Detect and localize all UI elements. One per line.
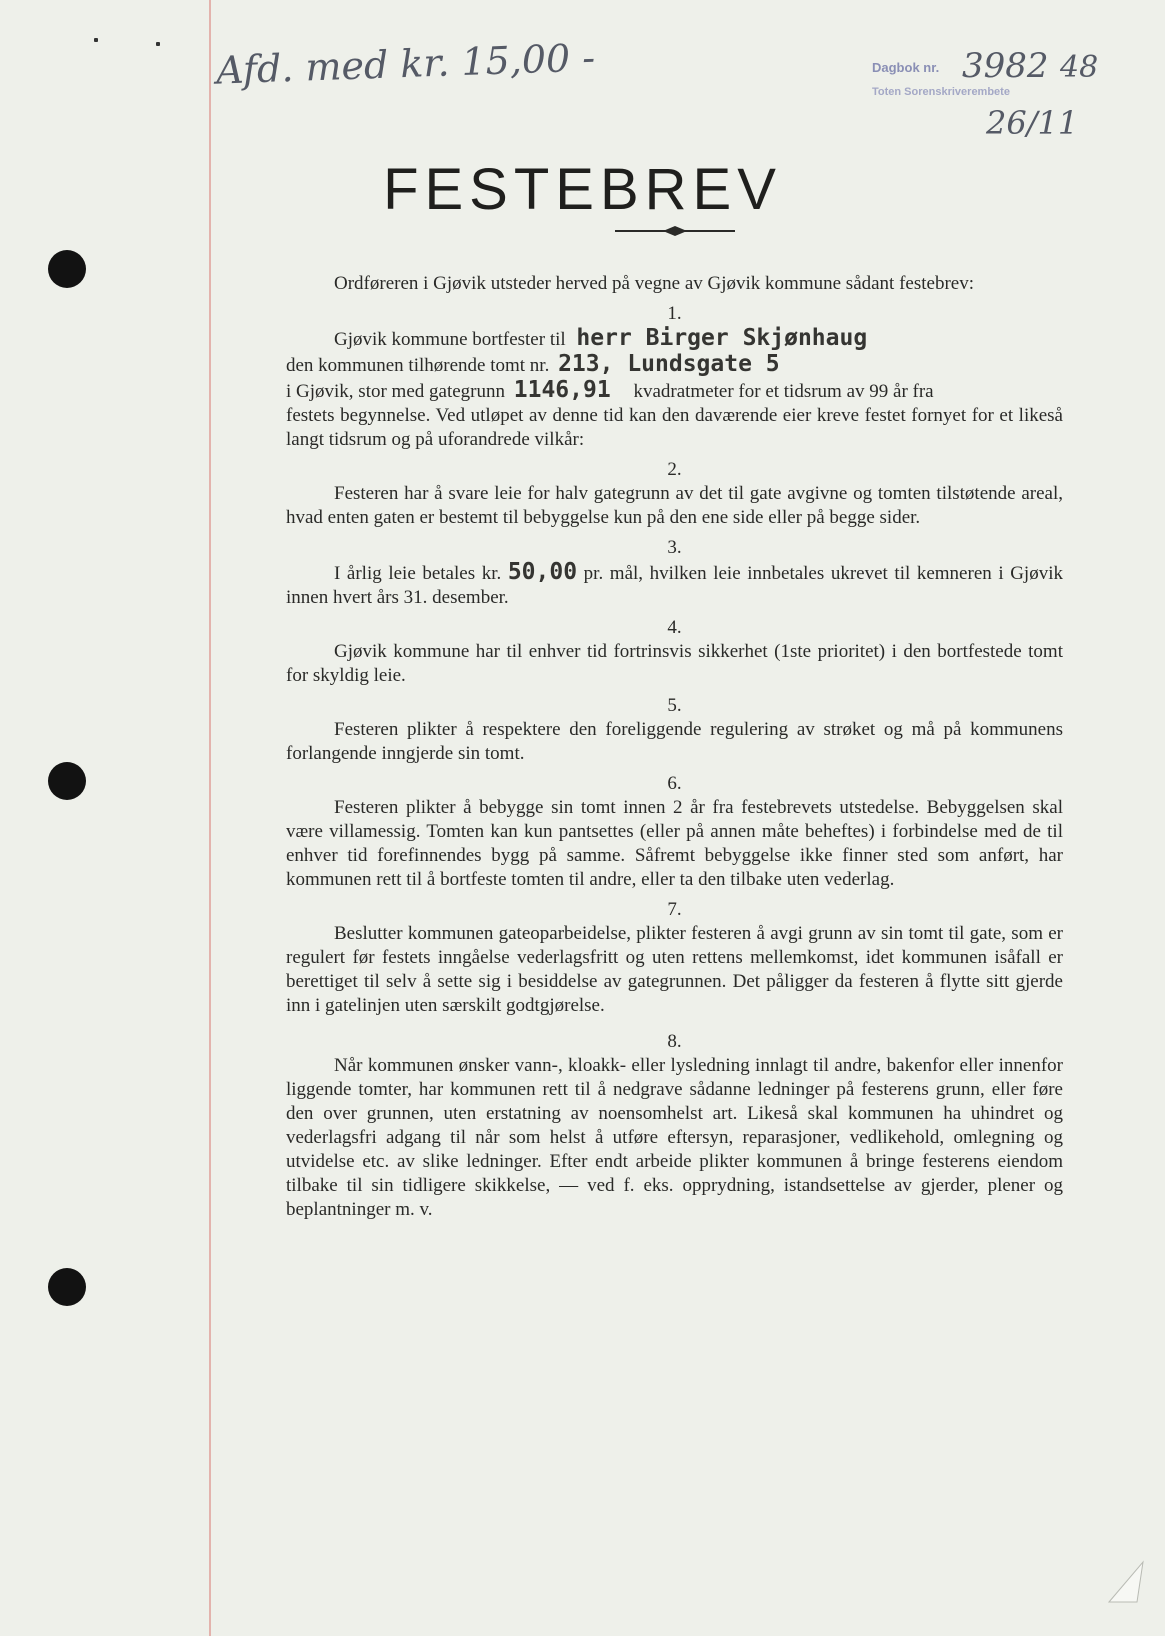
section-1-line-1 [286, 326, 1063, 352]
s3-text-a: I årlig leie betales kr. [334, 563, 502, 584]
section-3-text [286, 560, 1063, 610]
section-6-text: Festeren plikter å bebygge sin tomt innen 2 år fra festebrevets utstedelse. Bebyggelsen skal være villamessig. Tomten kan kun pantsettes (eller på annen måte beheftes) i forbindelse med de til enhver tid forefinnendes bygg på samme. Såfremt bebyggelse ikke finner sted som anført, har kommunen rett til å bortfeste tomten til andre, eller ta den tilbake uten vederlag. [286, 797, 1063, 890]
punch-hole-3 [48, 1268, 86, 1306]
section-number: 2. [667, 459, 682, 480]
s1-text-c: i Gjøvik, stor med gategrunn [286, 381, 505, 402]
stamp-date: 26/11 [986, 104, 1079, 142]
stamp-year: 48 [1060, 50, 1099, 85]
lot-number: 213, Lundsgate 5 [558, 351, 780, 377]
stamp-court-label: Toten Sorenskriverembete [872, 86, 1010, 98]
section-number: 6. [667, 773, 682, 794]
lot-area: 1146,91 [513, 377, 611, 403]
title-ornament [615, 224, 735, 238]
section-number: 7. [667, 899, 682, 920]
document-body [286, 272, 1063, 1222]
section-number: 4. [667, 617, 682, 638]
section-1-line-3 [286, 378, 1063, 404]
margin-line [209, 0, 211, 1636]
section-number: 3. [667, 537, 682, 558]
s1-text-rest: festets begynnelse. Ved utløpet av denne tid kan den daværende eier kreve festet fornyet for et likeså langt tidsrum og på uforandrede vilkår: [286, 405, 1063, 450]
section-4-text: Gjøvik kommune har til enhver tid fortrinsvis sikkerhet (1ste prioritet) i den bortfestede tomt for skyldig leie. [286, 641, 1063, 686]
punch-hole-2 [48, 762, 86, 800]
stamp-number: 3982 [962, 46, 1049, 86]
page-title: FESTEBREV [383, 157, 782, 222]
s1-text-d: kvadratmeter for et tidsrum av 99 år fra [633, 381, 934, 402]
stamp-dagbok-label: Dagbok nr. [872, 60, 940, 75]
lessee-name: herr Birger Skjønhaug [576, 325, 868, 351]
intro-paragraph: Ordføreren i Gjøvik utsteder herved på vegne av Gjøvik kommune sådant festebrev: [334, 273, 974, 294]
section-number: 5. [667, 695, 682, 716]
speck [94, 38, 98, 42]
s1-text-a: Gjøvik kommune bortfester til [334, 329, 566, 350]
handwritten-note: Afd. med kr. 15,00 - [215, 35, 596, 93]
title-wrap [0, 156, 1165, 223]
section-1 [286, 326, 1063, 452]
section-8-text: Når kommunen ønsker vann-, kloakk- eller lysledning innlagt til andre, bakenfor eller innenfor liggende tomter, har kommunen rett til å nedgrave sådanne ledninger på festerens grunn, eller føre den over grunnen, uten erstatning av noensomhelst art. Likeså skal kommunen ha uhindret og vederlagsfri adgang til når som helst å utføre eftersyn, reparasjoner, vedlikehold, omlegning og utvidelse etc. av slike ledninger. Efter endt arbeide plikter kommunen å bringe festerens eiendom tilbake til sin tidligere skikkelse, — ved f. eks. opprydning, istandsettelse av gjerder, plener og beplantninger m. v. [286, 1055, 1063, 1220]
speck [156, 42, 160, 46]
section-number: 8. [667, 1031, 682, 1052]
section-7-text: Beslutter kommunen gateoparbeidelse, plikter festeren å avgi grunn av sin tomt til gate, som er regulert før festets inngåelse vederlagsfritt og uten rettens mellemkomst, idet kommunen isåfall er berettiget til selv å sette sig i besiddelse av gategrunnen. Det påligger da festeren å flytte sitt gjerde inn i gatelinjen uten særskilt godtgjørelse. [286, 923, 1063, 1016]
s1-text-b: den kommunen tilhørende tomt nr. [286, 355, 550, 376]
section-5-text: Festeren plikter å respektere den foreliggende regulering av strøket og må på kommunens forlangende inngjerde sin tomt. [286, 719, 1063, 764]
section-2-text: Festeren har å svare leie for halv gategrunn av det til gate avgivne og tomten tilstøtende areal, hvad enten gaten er bestemt til bebyggelse kun på den ene side eller på begge sider. [286, 483, 1063, 528]
s3-text-b: pr. mål, hvilken leie innbetales ukrevet til kemneren i Gjøvik innen hvert års 31. desember. [286, 563, 1063, 608]
rent-amount: 50,00 [507, 559, 578, 585]
section-number: 1. [667, 303, 682, 324]
corner-fold [1107, 1558, 1147, 1606]
section-1-line-2 [286, 352, 1063, 378]
punch-hole-1 [48, 250, 86, 288]
